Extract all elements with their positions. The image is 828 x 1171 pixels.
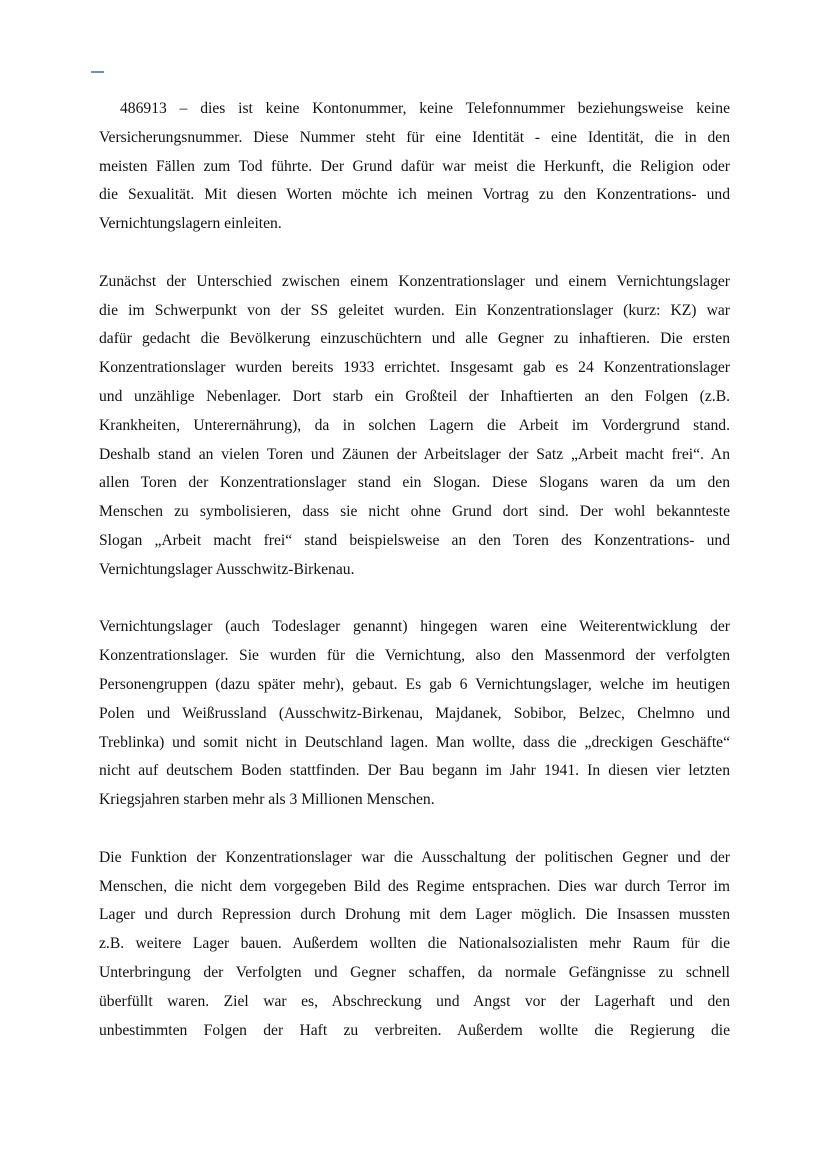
document-body — [99, 95, 730, 1074]
text-line: Versicherungsnummer. Diese Nummer steht für eine Identität - eine Identität, die in den — [99, 128, 730, 146]
header-mark — [91, 71, 104, 73]
text-line: Konzentrationslager. Sie wurden für die Vernichtung, also den Massenmord der verfolgten — [99, 647, 730, 665]
paragraph — [99, 613, 730, 815]
paragraph — [99, 268, 730, 585]
text-line: Kriegsjahren starben mehr als 3 Millionen Menschen. — [99, 791, 435, 809]
text-line: Deshalb stand an vielen Toren und Zäunen der Arbeitslager der Satz „Arbeit macht frei“. An — [99, 445, 730, 463]
text-line: Unterbringung der Verfolgten und Gegner schaffen, da normale Gefängnisse zu schnell — [99, 963, 730, 981]
text-line: Slogan „Arbeit macht frei“ stand beispielsweise an den Toren des Konzentrations- und — [99, 531, 730, 549]
text-line: meisten Fällen zum Tod führte. Der Grund dafür war meist die Herkunft, die Religion oder — [99, 157, 730, 175]
text-line: Personengruppen (dazu später mehr), gebaut. Es gab 6 Vernichtungslager, welche im heutigen — [99, 675, 730, 693]
text-line: die Sexualität. Mit diesen Worten möchte ich meinen Vortrag zu den Konzentrations- und — [99, 186, 730, 204]
text-line: überfüllt waren. Ziel war es, Abschreckung und Angst vor der Lagerhaft und den — [99, 992, 730, 1010]
text-line: die im Schwerpunkt von der SS geleitet wurden. Ein Konzentrationslager (kurz: KZ) war — [99, 301, 730, 319]
paragraph — [99, 844, 730, 1046]
text-line: unbestimmten Folgen der Haft zu verbreiten. Außerdem wollte die Regierung die — [99, 1021, 730, 1039]
text-line: allen Toren der Konzentrationslager stand ein Slogan. Diese Slogans waren da um den — [99, 474, 730, 492]
text-line: Lager und durch Repression durch Drohung mit dem Lager möglich. Die Insassen mussten — [99, 906, 730, 924]
text-line: 486913 – dies ist keine Kontonummer, keine Telefonnummer beziehungsweise keine — [120, 100, 730, 117]
text-line: Polen und Weißrussland (Ausschwitz-Birkenau, Majdanek, Sobibor, Belzec, Chelmno und — [99, 704, 730, 722]
text-line: Krankheiten, Unterernährung), da in solchen Lagern die Arbeit im Vordergrund stand. — [99, 416, 730, 434]
text-line: Treblinka) und somit nicht in Deutschland lagen. Man wollte, dass die „dreckigen Geschäfte“ — [99, 733, 730, 751]
text-line: dafür gedacht die Bevölkerung einzuschüchtern und alle Gegner zu inhaftieren. Die ersten — [99, 330, 730, 348]
text-line: Zunächst der Unterschied zwischen einem Konzentrationslager und einem Vernichtungslager — [99, 272, 730, 290]
text-line: Vernichtungslager Ausschwitz-Birkenau. — [99, 560, 355, 578]
text-line: und unzählige Nebenlager. Dort starb ein Großteil der Inhaftierten an den Folgen (z.B. — [99, 387, 730, 405]
text-line: Konzentrationslager wurden bereits 1933 errichtet. Insgesamt gab es 24 Konzentrationslager — [99, 359, 730, 377]
text-line: Die Funktion der Konzentrationslager war die Ausschaltung der politischen Gegner und der — [99, 848, 730, 866]
text-line: Menschen, die nicht dem vorgegeben Bild des Regime entsprachen. Dies war durch Terror im — [99, 877, 730, 895]
text-line: nicht auf deutschem Boden stattfinden. Der Bau begann im Jahr 1941. In diesen vier letzten — [99, 762, 730, 780]
text-line: Menschen zu symbolisieren, dass sie nicht ohne Grund dort sind. Der wohl bekannteste — [99, 503, 730, 521]
text-line: z.B. weitere Lager bauen. Außerdem wollten die Nationalsozialisten mehr Raum für die — [99, 935, 730, 953]
paragraph — [99, 95, 730, 239]
text-line: Vernichtungslager (auch Todeslager genannt) hingegen waren eine Weiterentwicklung der — [99, 618, 730, 636]
text-line: Vernichtungslagern einleiten. — [99, 215, 282, 233]
